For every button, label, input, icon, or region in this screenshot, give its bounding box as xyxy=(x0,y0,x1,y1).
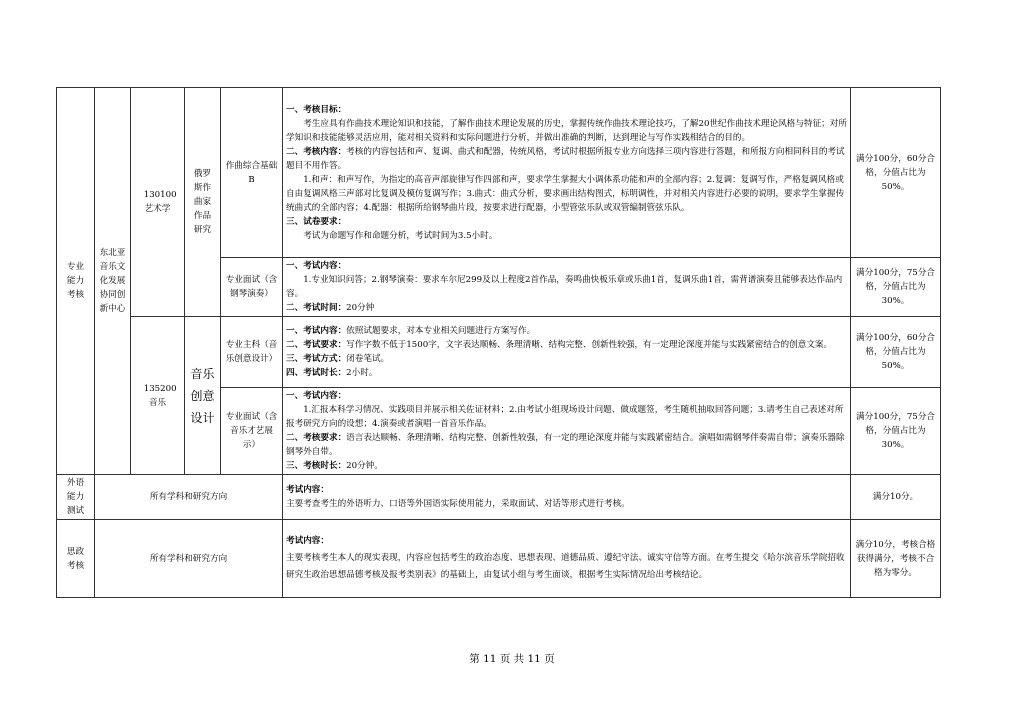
score-cell: 满分10分。 xyxy=(851,475,941,520)
subject-content xyxy=(286,259,847,315)
content-line-text: 20分钟。 xyxy=(346,461,383,471)
content-line xyxy=(286,145,847,173)
subject-name-cell: 专业面试（含钢琴演奏） xyxy=(221,258,283,317)
content-line-text: 1.专业知识问答；2.钢琴演奏：要求车尔尼299及以上程度2首作品，奏鸣曲快板乐章或乐曲1首，复调乐曲1首，需背谱演奏且能够表达作品内容。 xyxy=(286,275,843,299)
score-cell: 满分10分，考核合格获得满分，考核不合格为零分。 xyxy=(851,520,941,598)
content-line-text: 考核的内容包括和声、复调、曲式和配器，传统风格，考试时根据所报专业方向选择三项内容进行答题，和所报方向相同科目的考试题目不用作答。 xyxy=(286,146,845,171)
subject-name-cell: 作曲综合基础B xyxy=(221,88,283,258)
page-number-footer xyxy=(0,651,1024,666)
subject-content-cell xyxy=(283,258,851,317)
content-line xyxy=(286,273,847,301)
content-line-label: 三、考试方式： xyxy=(286,354,347,364)
content-line-label: 一、考试内容： xyxy=(286,261,347,271)
scope-cell: 所有学科和研究方向 xyxy=(95,520,283,598)
research-direction-cell: 音乐创意设计 xyxy=(185,317,221,475)
content-line xyxy=(286,229,847,243)
major-code-cell: 135200音乐 xyxy=(131,317,185,475)
content-line-label: 二、考试时间： xyxy=(286,303,347,313)
subject-content-cell: 考试内容： 主要考核考生本人的现实表现，内容应包括考生的政治态度、思想表现、道德品质、遵纪守法、诚实守信等方面。在考生提交《哈尔滨音乐学院招收研究生政治思想品德考核及报考类别表》的基础上，由复试小组与考生面谈，根据考生实际情况给出考核结论。 xyxy=(283,520,851,598)
content-line xyxy=(286,215,847,229)
content-line xyxy=(286,259,847,273)
subject-content-cell: 考试内容： 主要考查考生的外语听力、口语等外国语实际使用能力，采取面试、对话等形式进行考核。 xyxy=(283,475,851,520)
subject-content xyxy=(286,324,847,380)
content-line-text: 考生应具有作曲技术理论知识和技能，了解作曲技术理论发展的历史，掌握传统作曲技术理论技巧，了解20世纪作曲技术理论风格与特征；对所学知识和技能能够灵活应用，能对相关资料和实际问题进行分析，并做出准确的判断，达到理论与写作实践相结合的目的。 xyxy=(286,118,847,143)
subject-content xyxy=(286,103,847,243)
content-line-label: 三、考核时长： xyxy=(286,461,347,471)
content-line-label: 二、考试要求： xyxy=(286,340,347,350)
table-row xyxy=(57,520,941,598)
major-code-cell: 130100艺术学 xyxy=(131,88,185,317)
content-line-text: 考试为命题写作和命题分析，考试时间为3.5小时。 xyxy=(303,230,498,241)
content-line xyxy=(286,324,847,338)
content-line xyxy=(286,117,847,145)
content-line-label: 四、考试时长： xyxy=(286,368,347,378)
content-line-label: 一、考试内容： xyxy=(286,391,347,401)
content-line xyxy=(286,431,847,459)
scope-cell: 所有学科和研究方向 xyxy=(95,475,283,520)
content-line xyxy=(286,338,847,352)
category-cell: 思政考核 xyxy=(57,520,95,598)
content-line xyxy=(286,173,847,215)
score-cell: 满分100分，60分合格，分值占比为50%。 xyxy=(851,88,941,258)
score-cell: 满分100分，75分合格，分值占比为30%。 xyxy=(851,258,941,317)
table-row xyxy=(57,317,941,388)
content-line xyxy=(286,301,847,315)
page-number: 第 11 页 共 11 页 xyxy=(469,653,555,665)
table-row xyxy=(57,475,941,520)
content-line xyxy=(286,459,847,473)
subject-content-cell xyxy=(283,88,851,258)
subject-content xyxy=(286,389,847,473)
content-line-text: 2小时。 xyxy=(346,368,378,378)
content-line xyxy=(286,366,847,380)
content-line-text: 依照试题要求，对本专业相关问题进行方案写作。 xyxy=(346,326,536,336)
content-line-text: 语言表达顺畅、条理清晰、结构完整、创新性较强，有一定的理论深度并能与实践紧密结合。演唱如需钢琴伴奏需自带；演奏乐器除钢琴外自带。 xyxy=(286,433,845,457)
content-line xyxy=(286,352,847,366)
content-line-text: 写作字数不低于1500字，文字表达顺畅、条理清晰、结构完整、创新性较强，有一定理论深度并能与实践紧密结合的创意文案。 xyxy=(346,340,833,350)
content-line-label: 二、考核内容： xyxy=(286,146,347,157)
content-line-text: 20分钟 xyxy=(346,303,375,313)
table-row xyxy=(57,88,941,258)
content-line-label: 二、考核要求： xyxy=(286,433,347,443)
content-line-text: 1.汇报本科学习情况、实践项目并展示相关佐证材料；2.由考试小组现场设计问题、做成题签，考生随机抽取回答问题；3.请考生自己表述对所报考研究方向的设想；4.演奏或者演唱一首音乐作品。 xyxy=(286,405,844,429)
category-cell: 外语能力测试 xyxy=(57,475,95,520)
department-cell: 东北亚音乐文化发展协同创新中心 xyxy=(95,88,131,475)
content-line-label: 三、试卷要求： xyxy=(286,216,347,227)
content-line-text: 闭卷笔试。 xyxy=(346,354,390,364)
subject-name-cell: 专业面试（含音乐才艺展示） xyxy=(221,388,283,475)
content-line-text: 1.和声：和声写作，为指定的高音声部旋律写作四部和声，要求学生掌握大小调体系功能和声的全部内容；2.复调：复调写作，严格复调风格或自由复调风格三声部对比复调及模仿复调写作；3.曲式：曲式分析，要求画出结构图式，标明调性，并对相关内容进行必要的说明，要求学生掌握传统曲式的全部内容；4.配器：根据所给钢琴曲片段，按要求进行配器，小型管弦乐队或双管编制管弦乐队。 xyxy=(286,174,845,213)
subject-name-cell: 专业主科（音乐创意设计） xyxy=(221,317,283,388)
content-line-label: 一、考核目标： xyxy=(286,104,347,115)
subject-content-cell xyxy=(283,317,851,388)
score-cell: 满分100分，75分合格，分值占比为30%。 xyxy=(851,388,941,475)
content-line xyxy=(286,103,847,117)
content-line xyxy=(286,389,847,403)
content-line-label: 一、考试内容： xyxy=(286,326,347,336)
score-cell: 满分100分，60分合格，分值占比为50%。 xyxy=(851,317,941,388)
research-direction-cell: 俄罗斯作曲家作品研究 xyxy=(185,88,221,317)
category-cell: 专业能力考核 xyxy=(57,88,95,475)
exam-requirements-table xyxy=(56,87,941,598)
content-line xyxy=(286,403,847,431)
subject-content-cell xyxy=(283,388,851,475)
